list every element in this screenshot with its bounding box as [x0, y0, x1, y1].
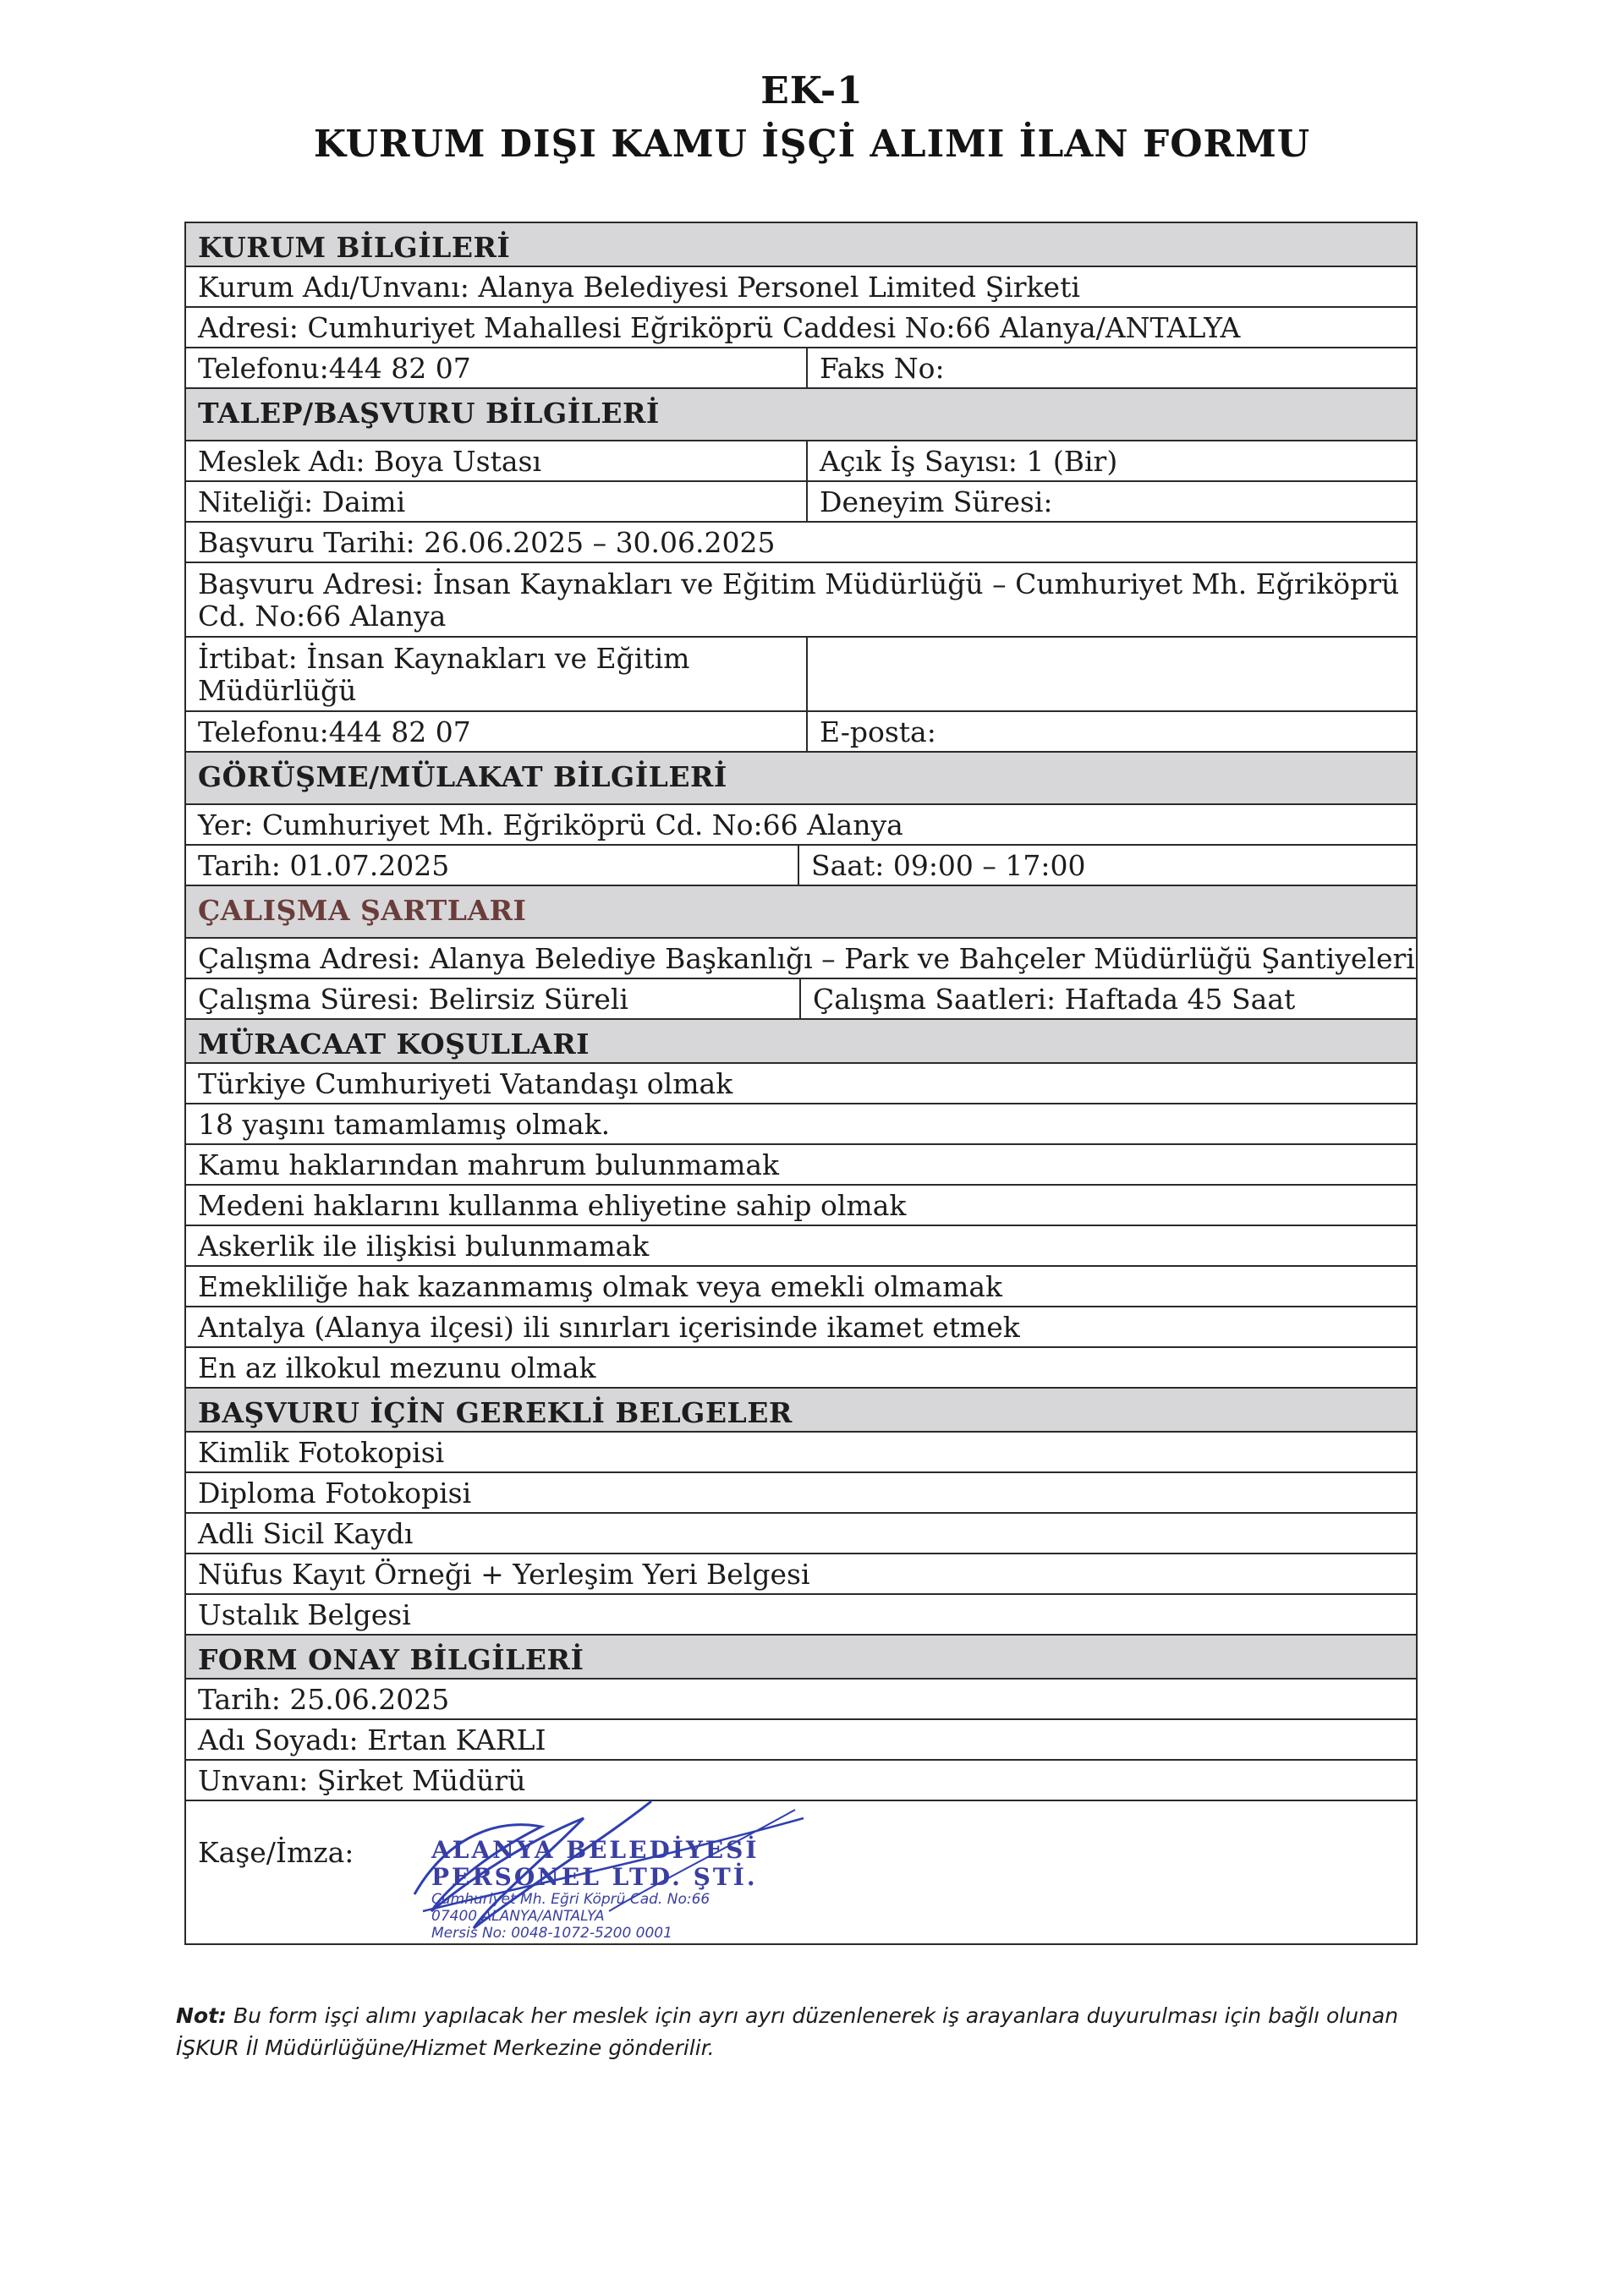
gorusme-tarih-row — [186, 846, 1416, 886]
stamp-mersis: Mersis No: 0048-1072-5200 0001 — [431, 1925, 672, 1942]
muracaat-kosulu: En az ilkokul mezunu olmak — [198, 1351, 596, 1384]
list-item — [186, 1186, 1416, 1226]
list-item — [186, 1267, 1416, 1307]
onay-tarih: Tarih: 25.06.2025 — [198, 1683, 450, 1716]
calisma-adresi: Çalışma Adresi: Alanya Belediye Başkanlığı – Park ve Bahçeler Müdürlüğü Şantiyeleri — [198, 942, 1415, 975]
calisma-adres-row — [186, 939, 1416, 979]
section-header-onay — [186, 1636, 1416, 1680]
irtibat: İrtibat: İnsan Kaynakları ve Eğitim Müdürlüğü — [186, 638, 808, 710]
acik-is-sayisi: Açık İş Sayısı: 1 (Bir) — [820, 445, 1118, 478]
section-header-muracaat — [186, 1020, 1416, 1064]
gerekli-belge: Diploma Fotokopisi — [198, 1477, 472, 1510]
stamp-company-line1: ALANYA BELEDİYESİ — [431, 1836, 760, 1864]
onay-ad-row — [186, 1720, 1416, 1761]
muracaat-kosulu: 18 yaşını tamamlamış olmak. — [198, 1108, 611, 1141]
gerekli-belge: Adli Sicil Kaydı — [198, 1517, 414, 1550]
talep-phone: Telefonu:444 82 07 — [186, 712, 808, 751]
kurum-contact-row — [186, 348, 1416, 389]
stamp-address-line1: Cumhuriyet Mh. Eğri Köprü Cad. No:66 — [431, 1891, 710, 1908]
list-item — [186, 1554, 1416, 1595]
muracaat-kosulu: Emekliliğe hak kazanmamış olmak veya emekli olmamak — [198, 1270, 1003, 1303]
gorusme-yer: Yer: Cumhuriyet Mh. Eğriköprü Cd. No:66 Alanya — [198, 808, 903, 841]
section-header-belgeler — [186, 1389, 1416, 1433]
form-annex-label: EK-1 — [760, 69, 864, 112]
section-title: MÜRACAAT KOŞULLARI — [186, 1020, 1416, 1062]
kurum-address: Adresi: Cumhuriyet Mahallesi Eğriköprü Caddesi No:66 Alanya/ANTALYA — [198, 311, 1241, 344]
section-title: KURUM BİLGİLERİ — [186, 223, 1416, 266]
onay-unvani: Unvanı: Şirket Müdürü — [198, 1764, 526, 1797]
muracaat-kosulu: Askerlik ile ilişkisi bulunmamak — [198, 1230, 650, 1263]
gorusme-yer-row — [186, 805, 1416, 846]
section-header-gorusme — [186, 753, 1416, 805]
muracaat-kosulu: Medeni haklarını kullanma ehliyetine sahip olmak — [198, 1189, 907, 1222]
deneyim-suresi: Deneyim Süresi: — [820, 485, 1053, 518]
niteligi: Niteliği: Daimi — [186, 482, 808, 521]
basvuru-tarihi-row — [186, 523, 1416, 563]
section-header-talep — [186, 389, 1416, 441]
list-item — [186, 1348, 1416, 1389]
company-stamp — [398, 1801, 837, 1943]
basvuru-adresi: Başvuru Adresi: İnsan Kaynakları ve Eğitim Müdürlüğü – Cumhuriyet Mh. Eğriköprü Cd. No:66 Alanya — [198, 567, 1400, 633]
note-label: Not: — [176, 2003, 228, 2028]
form-title: KURUM DIŞI KAMU İŞÇİ ALIMI İLAN FORMU — [313, 123, 1311, 166]
list-item — [186, 1145, 1416, 1186]
section-title: BAŞVURU İÇİN GEREKLİ BELGELER — [186, 1389, 1416, 1431]
gerekli-belge: Kimlik Fotokopisi — [198, 1436, 445, 1469]
kase-imza-label: Kaşe/İmza: — [198, 1836, 354, 1869]
talep-email: E-posta: — [820, 715, 936, 748]
list-item — [186, 1307, 1416, 1348]
list-item — [186, 1226, 1416, 1267]
basvuru-tarihi: Başvuru Tarihi: 26.06.2025 – 30.06.2025 — [198, 526, 776, 559]
muracaat-kosulu: Kamu haklarından mahrum bulunmamak — [198, 1148, 780, 1181]
gerekli-belge: Nüfus Kayıt Örneği + Yerleşim Yeri Belgesi — [198, 1558, 810, 1591]
footer-note — [176, 2000, 1419, 2064]
section-title: TALEP/BAŞVURU BİLGİLERİ — [186, 389, 1416, 440]
job-posting-form — [184, 222, 1418, 1945]
stamp-address-line2: 07400 ALANYA/ANTALYA — [431, 1908, 605, 1925]
kurum-address-row — [186, 308, 1416, 348]
calisma-suresi: Çalışma Süresi: Belirsiz Süreli — [186, 979, 801, 1018]
gorusme-saat: Saat: 09:00 – 17:00 — [811, 849, 1086, 882]
stamp-company-line2: PERSONEL LTD. ŞTİ. — [431, 1863, 758, 1891]
kase-imza-row — [186, 1801, 1416, 1943]
calisma-saatleri: Çalışma Saatleri: Haftada 45 Saat — [813, 983, 1296, 1016]
list-item — [186, 1433, 1416, 1473]
kurum-name-row — [186, 267, 1416, 308]
onay-adi-soyadi: Adı Soyadı: Ertan KARLI — [198, 1723, 546, 1756]
kurum-phone: Telefonu:444 82 07 — [186, 348, 808, 387]
talep-contact-row — [186, 712, 1416, 753]
list-item — [186, 1595, 1416, 1636]
section-header-calisma — [186, 886, 1416, 939]
basvuru-adresi-row — [186, 563, 1416, 638]
list-item — [186, 1514, 1416, 1554]
section-header-kurum — [186, 223, 1416, 267]
muracaat-kosulu: Türkiye Cumhuriyeti Vatandaşı olmak — [198, 1067, 733, 1100]
calisma-sure-row — [186, 979, 1416, 1020]
kurum-fax: Faks No: — [820, 352, 945, 385]
onay-tarih-row — [186, 1680, 1416, 1720]
section-title: ÇALIŞMA ŞARTLARI — [186, 886, 1416, 937]
gorusme-tarih: Tarih: 01.07.2025 — [186, 846, 799, 885]
list-item — [186, 1104, 1416, 1145]
note-text: Bu form işçi alımı yapılacak her meslek için ayrı ayrı düzenlenerek iş arayanlara duyurulması için bağlı olunan İŞKUR İl Müdürlüğüne/Hizmet Merkezine gönderilir. — [176, 2003, 1399, 2060]
talep-meslek-row — [186, 441, 1416, 482]
kurum-name: Kurum Adı/Unvanı: Alanya Belediyesi Personel Limited Şirketi — [198, 271, 1080, 304]
list-item — [186, 1064, 1416, 1104]
list-item — [186, 1473, 1416, 1514]
muracaat-kosulu: Antalya (Alanya ilçesi) ili sınırları içerisinde ikamet etmek — [198, 1311, 1020, 1344]
section-title: GÖRÜŞME/MÜLAKAT BİLGİLERİ — [186, 753, 1416, 803]
signature-scribble — [398, 1784, 837, 1945]
section-title: FORM ONAY BİLGİLERİ — [186, 1636, 1416, 1678]
gerekli-belge: Ustalık Belgesi — [198, 1598, 411, 1631]
meslek-adi: Meslek Adı: Boya Ustası — [186, 441, 808, 480]
irtibat-right — [808, 638, 1416, 710]
talep-nitelik-row — [186, 482, 1416, 523]
irtibat-row — [186, 638, 1416, 712]
